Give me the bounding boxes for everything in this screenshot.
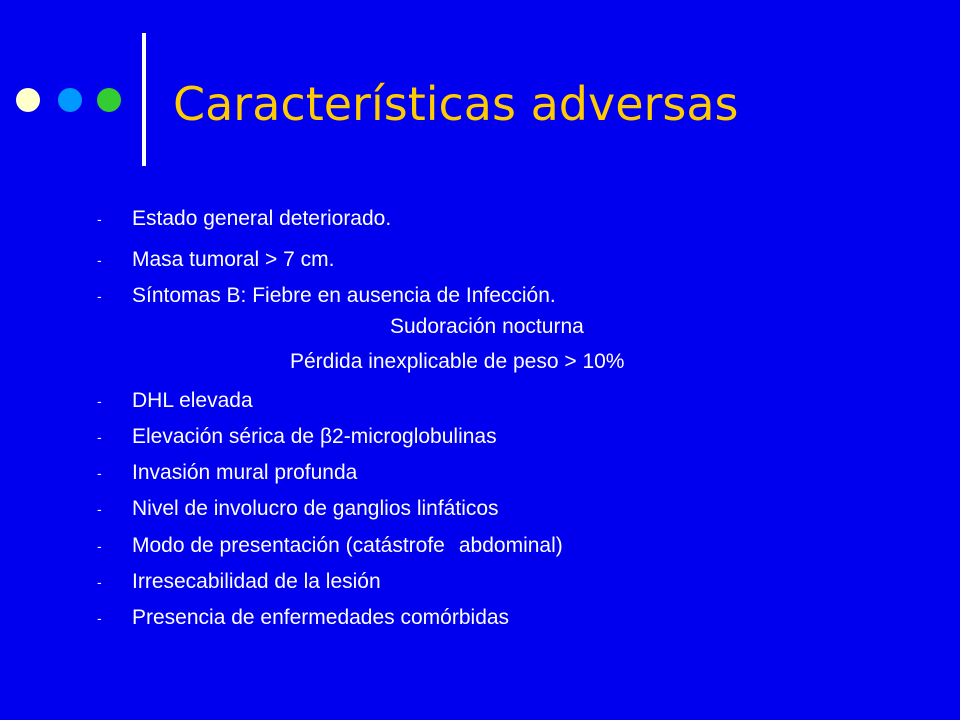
title-divider-bar [142, 33, 146, 166]
bullet-text: Presencia de enfermedades comórbidas [132, 606, 510, 629]
decorative-dot-blue [58, 88, 82, 112]
bullet-marker: - [97, 393, 102, 409]
bullet-text: Masa tumoral > 7 cm. [132, 248, 335, 271]
decorative-dot-cream [16, 88, 40, 112]
bullet-text: Irresecabilidad de la lesión [132, 570, 381, 593]
text-suffix: 2-microglobulinas [332, 425, 497, 448]
bullet-text: Nivel de involucro de ganglios linfáticos [132, 497, 499, 520]
bullet-marker: - [97, 574, 102, 590]
sintomas-sub-line-1: Sudoración nocturna [390, 315, 584, 338]
text-part1: Modo de presentación (catástrofe [132, 534, 445, 557]
bullet-text [132, 421, 497, 453]
sintomas-sub-line-2: Pérdida inexplicable de peso > 10% [290, 350, 625, 373]
bullet-marker: - [97, 610, 102, 626]
decorative-dot-green [97, 88, 121, 112]
bullet-marker: - [97, 288, 102, 304]
bullet-text [132, 530, 563, 562]
bullet-marker: - [97, 429, 102, 445]
beta-symbol: β [319, 425, 333, 448]
bullet-text: Síntomas B: Fiebre en ausencia de Infección. [132, 284, 556, 307]
text-part2: abdominal) [458, 534, 563, 557]
slide-title: Características adversas [173, 77, 739, 131]
text-prefix: Elevación sérica de [132, 425, 320, 448]
bullet-marker: - [97, 465, 102, 481]
bullet-text: DHL elevada [132, 389, 253, 412]
bullet-text: Invasión mural profunda [132, 461, 358, 484]
bullet-marker: - [97, 501, 102, 517]
bullet-marker: - [97, 538, 102, 554]
bullet-marker: - [97, 252, 102, 268]
bullet-text: Estado general deteriorado. [132, 207, 392, 230]
bullet-marker: - [97, 211, 102, 227]
